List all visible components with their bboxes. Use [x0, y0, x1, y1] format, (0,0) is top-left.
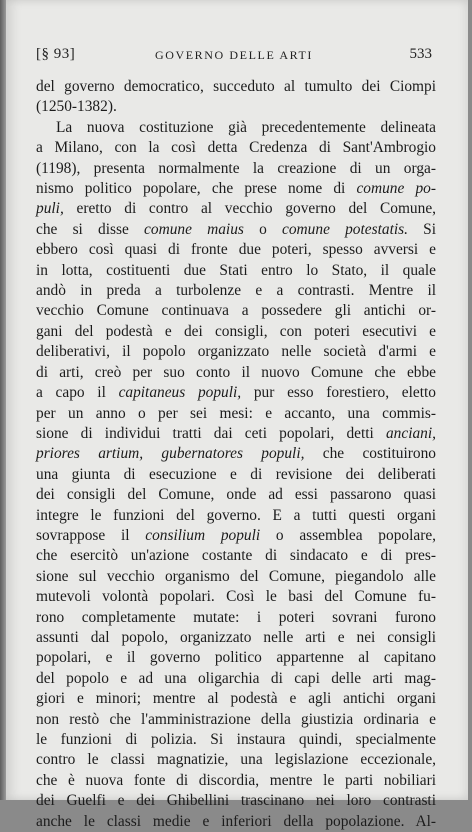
- text-line: [36, 791, 436, 811]
- text-segment: gani del podestà e dei consigli, con poteri esecutivi e: [36, 322, 436, 340]
- text-line: [36, 750, 436, 770]
- text-segment: sione sul vecchio organismo del Comune, piegandolo alle: [36, 567, 436, 585]
- page-number: 533: [409, 46, 432, 62]
- text-line: [36, 648, 436, 668]
- text-line: [36, 669, 436, 689]
- italic-text: capitaneus populi,: [118, 384, 242, 402]
- section-marker: [§ 93]: [36, 46, 76, 62]
- text-segment: giori e minori; mentre al podestà e agli antichi organi: [36, 690, 436, 708]
- text-line: [36, 363, 436, 383]
- text-segment: (1198), presenta normalmente la creazione di un orga-: [36, 159, 436, 177]
- text-segment: pur esso forestiero, eletto: [241, 384, 436, 402]
- text-line: [36, 301, 436, 321]
- text-line: [36, 404, 436, 424]
- text-line: [36, 812, 436, 832]
- text-line: [36, 506, 436, 526]
- text-line: [36, 628, 436, 648]
- text-segment: a capo il: [36, 384, 119, 402]
- italic-text: puli,: [36, 200, 64, 218]
- text-line: [36, 567, 436, 587]
- text-segment: sovrappose il: [36, 526, 146, 544]
- text-segment: una giunta di esecuzione e di revisione dei deliberati: [36, 465, 436, 483]
- text-line: [36, 281, 436, 301]
- text-line: [36, 730, 436, 750]
- text-line: [36, 77, 436, 97]
- text-line: [36, 546, 436, 566]
- text-segment: per un anno o per sei mesi: e accanto, una commis-: [36, 404, 436, 422]
- text-line: [36, 261, 436, 281]
- text-line: [36, 220, 436, 240]
- text-segment: del governo democratico, succeduto al tumulto dei Ciompi: [36, 78, 436, 95]
- text-segment: dei consigli del Comune, onde ad essi passarono quasi: [36, 486, 436, 504]
- text-line: [36, 159, 436, 179]
- body-text: [36, 77, 436, 832]
- text-segment: nismo politico popolare, che prese nome di: [36, 180, 357, 198]
- text-segment: La nuova costituzione già precedentemente delineata: [56, 118, 436, 136]
- text-segment: di arti, creò per suo conto il nuovo Comune che ebbe: [36, 363, 436, 381]
- text-segment: le funzioni di polizia. Si instaura quindi, specialmente: [36, 731, 436, 748]
- text-segment: deliberativi, il popolo organizzato nelle società d'armi e: [36, 343, 436, 361]
- text-segment: vecchio Comune continuava a possedere gli antichi or-: [36, 302, 436, 320]
- italic-text: priores artium, gubernatores populi,: [36, 445, 305, 463]
- text-segment: (1250-1382).: [36, 98, 117, 116]
- text-segment: integre le funzioni del governo. E a tutti questi organi: [36, 506, 436, 524]
- italic-text: consilium populi: [145, 526, 261, 544]
- text-segment: che esercitò un'azione costante di sindacato e di pres-: [36, 547, 436, 565]
- text-segment: del popolo e ad una oligarchia di capi delle arti mag-: [36, 669, 436, 687]
- text-segment: anche le classi medie e inferiori della popolazione. Al-: [36, 812, 436, 830]
- text-segment: ebbero così quasi di fronte due poteri, spesso avversi e: [36, 241, 436, 259]
- text-line: [36, 710, 436, 730]
- text-segment: mutevoli volontà popolari. Così le basi del Comune fu-: [36, 588, 436, 606]
- text-segment: Si: [407, 220, 437, 238]
- text-segment: sione di individui tratti dai ceti popolari, detti: [36, 424, 386, 442]
- text-segment: andò in preda a turbolenze e a contrasti. Mentre il: [36, 282, 436, 300]
- text-line: [36, 424, 436, 444]
- running-title: GOVERNO DELLE ARTI: [154, 48, 314, 62]
- text-segment: dei Guelfi e dei Ghibellini trascinano nei loro contrasti: [36, 792, 436, 810]
- italic-text: comune potestatis.: [282, 220, 408, 238]
- text-segment: a Milano, con la così detta Credenza di Sant'Ambrogio: [36, 139, 436, 157]
- text-line: [36, 322, 436, 342]
- text-segment: in lotta, costituenti due Stati entro lo Stato, il quale: [36, 261, 436, 279]
- text-line: [36, 689, 436, 709]
- italic-text: comune maius: [144, 220, 244, 238]
- text-line: [36, 465, 436, 485]
- italic-text: comune po-: [356, 180, 436, 198]
- text-segment: o: [243, 220, 283, 238]
- text-line: [36, 138, 436, 158]
- text-line: [36, 240, 436, 260]
- text-segment: popolari, e il governo politico appartenne al capitano: [36, 649, 436, 667]
- text-line: [36, 608, 436, 628]
- text-line: [36, 485, 436, 505]
- running-header: [36, 46, 432, 68]
- text-segment: assunti dal popolo, organizzato nelle arti e nei consigli: [36, 628, 436, 646]
- text-line: [36, 199, 436, 219]
- text-segment: che è nuova fonte di discordia, mentre le parti nobiliari: [36, 771, 436, 789]
- text-line: [36, 444, 436, 464]
- text-line: [36, 97, 436, 117]
- book-page: [6, 0, 468, 830]
- text-line: [36, 526, 436, 546]
- text-segment: eretto di contro al vecchio governo del Comune,: [63, 200, 436, 218]
- italic-text: anciani,: [385, 424, 436, 442]
- text-line: [36, 383, 436, 403]
- text-segment: rono completamente mutate: i poteri sovrani furono: [36, 608, 436, 626]
- text-line: [36, 587, 436, 607]
- text-segment: che si disse: [36, 220, 145, 238]
- text-line: [36, 342, 436, 362]
- text-line: [36, 118, 436, 138]
- text-line: [36, 179, 436, 199]
- text-segment: contro le classi magnatizie, una legislazione eccezionale,: [36, 751, 436, 769]
- text-segment: o assemblea popolare,: [260, 526, 437, 544]
- text-line: [36, 771, 436, 791]
- text-segment: che costituirono: [304, 445, 436, 463]
- text-segment: non restò che l'amministrazione della giustizia ordinaria e: [36, 710, 436, 728]
